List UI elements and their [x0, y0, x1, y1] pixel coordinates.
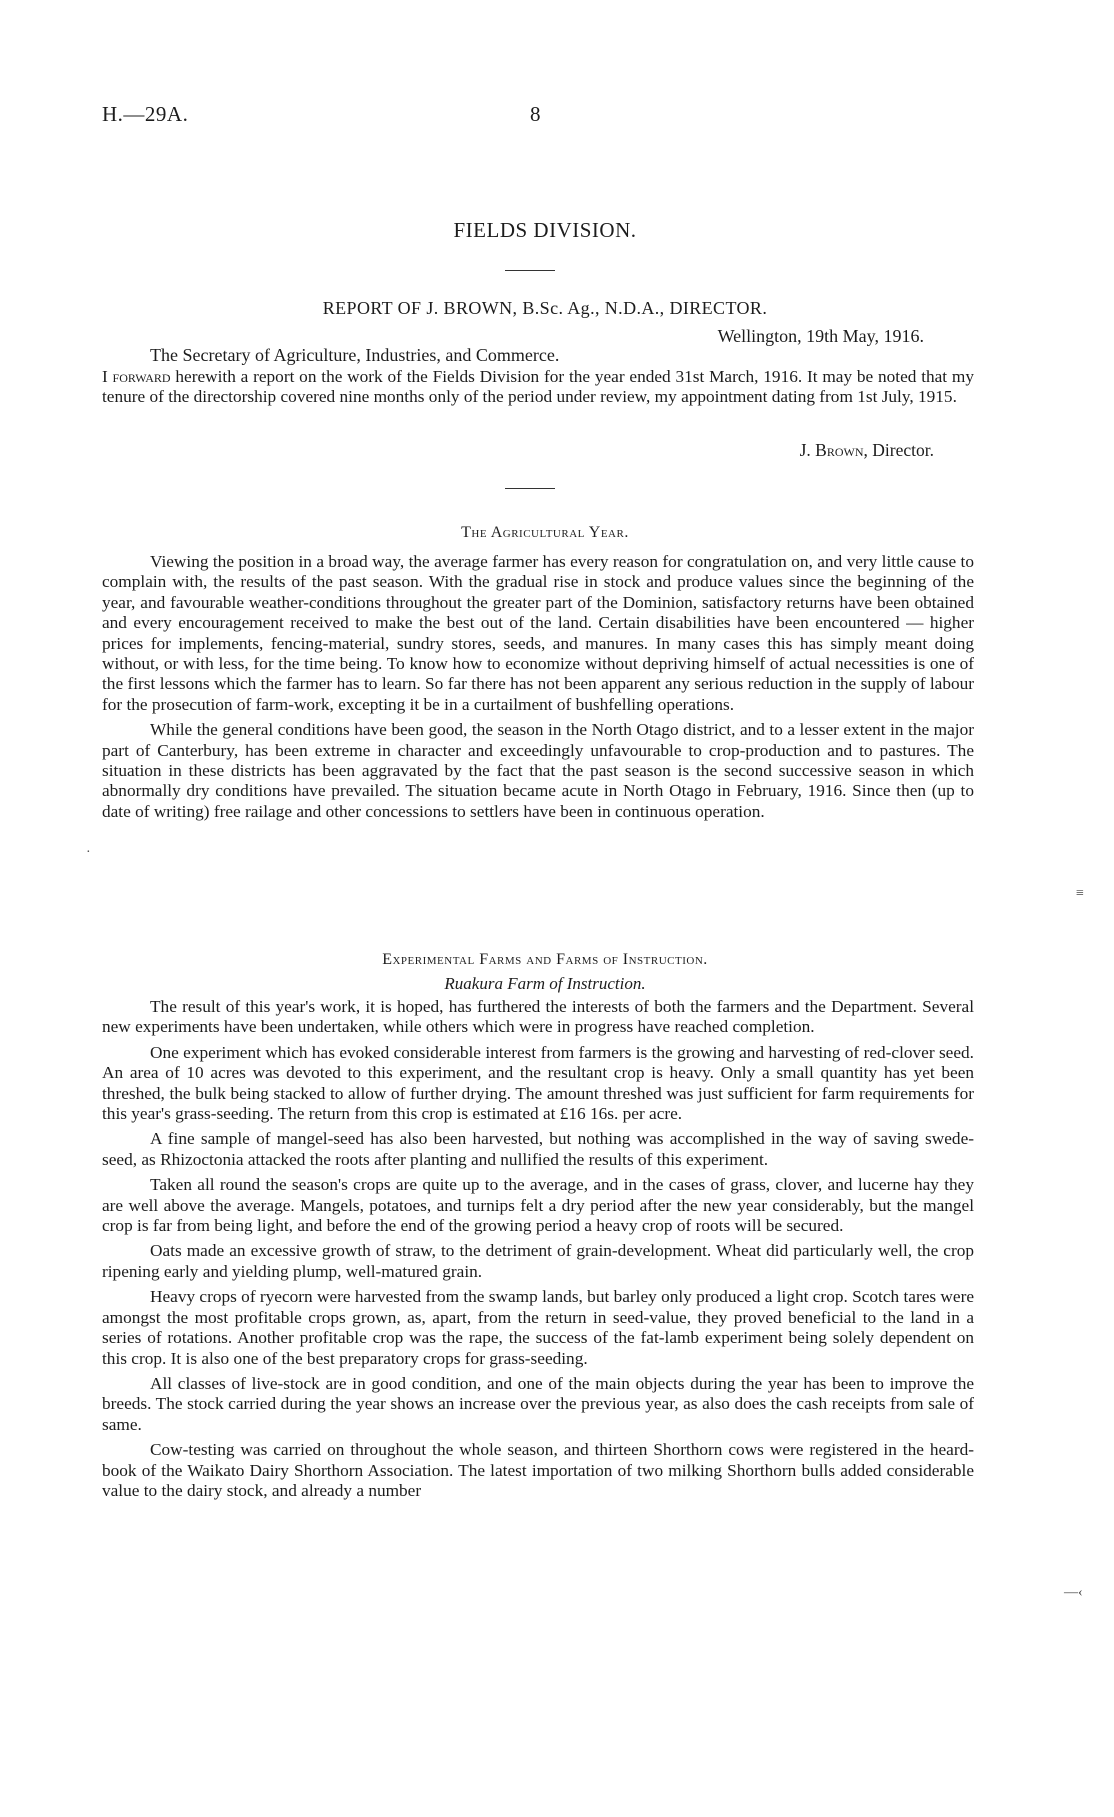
section-heading-agricultural-year: The Agricultural Year. — [461, 524, 629, 541]
division-title: FIELDS DIVISION. — [453, 218, 637, 242]
paragraph: While the general conditions have been good, the season in the North Otago district, and to a lesser extent in the major part of Canterbury, has been extreme in character and exceedingly unfavourable to crop-production and to pastures. The situation in these districts has been aggravated by the fact that the past season is the second successive season in which abnormally dry conditions have prevailed. The situation became acute in North Otago in February, 1916. Since then (up to date of writing) free railage and other concessions to settlers have been in continuous operation. — [102, 720, 974, 821]
section-agricultural-year — [102, 552, 974, 827]
intro-block — [102, 367, 974, 413]
signature-name: J. Brown — [799, 440, 864, 460]
margin-mark: ≡ — [1076, 886, 1084, 901]
intro-paragraph — [102, 367, 974, 408]
intro-text: herewith a report on the work of the Fields Division for the year ended 31st March, 1916. It may be noted that my tenure of the directorship covered nine months only of the period under review, my appointment dating from 1st July, 1915. — [102, 367, 974, 407]
paragraph: The result of this year's work, it is hoped, has furthered the interests of both the farmers and the Department. Several new experiments have been undertaken, while others which were in progress have reached completion. — [102, 997, 974, 1037]
section-experimental-farms — [102, 997, 974, 1506]
paragraph: A fine sample of mangel-seed has also been harvested, but nothing was accomplished in the way of saving swede-seed, as Rhizoctonia attacked the roots after planting and nullified the results of this experiment. — [102, 1129, 974, 1169]
signature — [800, 440, 934, 461]
paragraph: All classes of live-stock are in good condition, and one of the main objects during the year has been to improve the breeds. The stock carried during the year shows an increase over the previous year, as also does the cash receipts from sale of same. — [102, 1373, 974, 1434]
paragraph: Viewing the position in a broad way, the average farmer has every reason for congratulation on, and very little cause to complain with, the results of the past season. With the gradual rise in stock and produce values since the beginning of the year, and favourable weather-conditions throughout the greater part of the Dominion, satisfactory returns have been obtained and every encouragement received to make the best out of the land. Certain disabilities have been encountered — higher prices for implements, fencing-material, sundry stores, seeds, and manures. In many cases this has simply meant doing without, or with less, for the time being. To know how to economize without depriving himself of actual necessities is one of the first lessons which the farmer has to learn. So far there has not been apparent any serious reduction in the supply of labour for the prosecution of farm-work, excepting it be in a curtailment of bushfelling operations. — [102, 552, 974, 714]
section-rule — [505, 488, 555, 489]
margin-mark: —‹ — [1064, 1585, 1083, 1600]
margin-mark: · — [86, 845, 91, 860]
signature-role: , Director. — [863, 440, 934, 460]
title-rule — [505, 270, 555, 271]
paragraph: Cow-testing was carried on throughout the whole season, and thirteen Shorthorn cows were registered in the heard-book of the Waikato Dairy Shorthorn Association. The latest importation of two milking Shorthorn bulls added considerable value to the dairy stock, and already a number — [102, 1440, 974, 1500]
paragraph: One experiment which has evoked considerable interest from farmers is the growing and harvesting of red-clover seed. An area of 10 acres was devoted to this experiment, and the resultant crop is heavy. Only a small quantity has yet been threshed, the bulk being stacked to allow of further drying. The amount threshed was just sufficient for farm requirements for this year's grass-seeding. The return from this crop is estimated at £16 16s. per acre. — [102, 1042, 974, 1124]
paragraph: Heavy crops of ryecorn were harvested from the swamp lands, but barley only produced a light crop. Scotch tares were amongst the most profitable crops grown, as, apart, from the return in seed-value, they proved beneficial to the land in a series of rotations. Another profitable crop was the rape, the success of the fat-lamb experiment being solely dependent on this crop. It is also one of the best preparatory crops for grass-seeding. — [102, 1287, 974, 1368]
document-reference: H.—29A. — [102, 102, 189, 126]
paragraph: Oats made an excessive growth of straw, to the detriment of grain-development. Wheat did particularly well, the crop ripening early and yielding plump, well-matured grain. — [102, 1241, 974, 1281]
subheading-ruakura: Ruakura Farm of Instruction. — [444, 974, 646, 993]
page-number: 8 — [530, 102, 541, 126]
paragraph: Taken all round the season's crops are quite up to the average, and in the cases of grass, clover, and lucerne hay they are well above the average. Mangels, potatoes, and turnips felt a dry period after the new year considerably, but the mangel crop is far from being light, and before the end of the growing period a heavy crop of roots will be secured. — [102, 1175, 974, 1236]
addressee: The Secretary of Agriculture, Industries, and Commerce. — [150, 345, 560, 365]
section-heading-experimental-farms: Experimental Farms and Farms of Instruction. — [382, 951, 708, 968]
report-heading: REPORT OF J. BROWN, B.Sc. Ag., N.D.A., DIRECTOR. — [322, 298, 768, 318]
dateline: Wellington, 19th May, 1916. — [717, 326, 924, 346]
intro-lead: I forward — [102, 367, 171, 386]
